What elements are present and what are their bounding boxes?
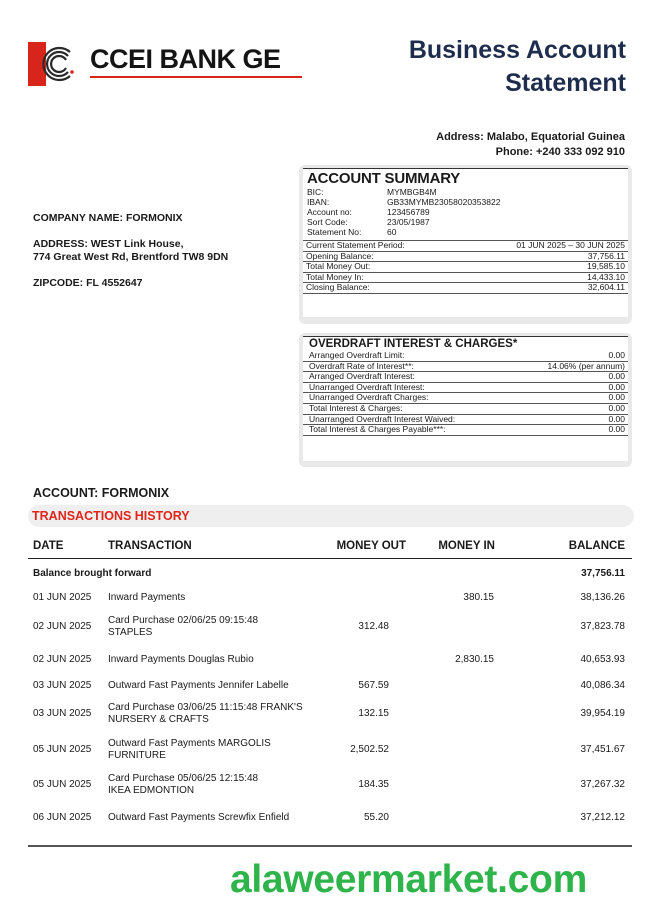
account-summary-title: ACCOUNT SUMMARY	[307, 170, 461, 187]
account-detail-value: 60	[387, 227, 397, 237]
col-header-transaction: TRANSACTION	[108, 540, 192, 552]
tx-money-out: 567.59	[358, 680, 389, 691]
overdraft-row-value: 14.06% (per annum)	[547, 360, 625, 371]
tx-description-line: Outward Fast Payments MARGOLIS	[108, 738, 271, 749]
bank-phone: Phone: +240 333 092 910	[495, 146, 625, 158]
overdraft-row-value: 0.00	[608, 381, 625, 392]
summary-row	[303, 240, 628, 251]
summary-row-label: Current Statement Period:	[306, 240, 405, 250]
overdraft-row-label: Arranged Overdraft Limit:	[309, 350, 405, 360]
overdraft-row	[303, 392, 628, 403]
account-detail-row	[303, 197, 628, 207]
tx-balance: 38,136.26	[580, 592, 625, 603]
summary-row-label: Total Money In:	[306, 271, 364, 282]
bank-name: CCEI BANK GE	[90, 44, 281, 74]
overdraft-row	[303, 382, 628, 393]
account-detail-label: BIC:	[307, 187, 324, 197]
summary-row-value: 14,433.10	[587, 271, 625, 282]
account-detail-row	[303, 227, 628, 237]
transactions-section-bar	[28, 505, 634, 527]
tx-description	[108, 592, 318, 604]
tx-description-line: STAPLES	[108, 627, 153, 638]
col-header-date: DATE	[33, 540, 64, 552]
account-detail-value: 123456789	[387, 207, 430, 217]
overdraft-row	[303, 424, 628, 436]
tx-description-line: Outward Fast Payments Screwfix Enfield	[108, 812, 290, 823]
company-zipcode: ZIPCODE: FL 4552647	[33, 277, 143, 289]
summary-row-value: 19,585.10	[587, 261, 625, 272]
bank-logo-icon	[28, 42, 74, 86]
account-detail-label: Sort Code:	[307, 217, 348, 227]
overdraft-row-label: Total Interest & Charges Payable***:	[309, 424, 446, 435]
account-summary-panel	[299, 165, 632, 324]
overdraft-row-label: Unarranged Overdraft Interest Waived:	[309, 413, 456, 424]
brought-forward-balance: 37,756.11	[581, 568, 625, 579]
overdraft-row-value: 0.00	[608, 350, 625, 360]
overdraft-row	[303, 361, 628, 372]
bank-name-underline	[90, 76, 302, 78]
tx-date: 02 JUN 2025	[33, 654, 92, 665]
summary-row-label: Total Money Out:	[306, 261, 371, 272]
overdraft-row	[303, 371, 628, 382]
summary-row-value: 32,604.11	[587, 282, 625, 293]
company-name: COMPANY NAME: FORMONIX	[33, 212, 183, 224]
company-info	[33, 212, 228, 290]
document-title-line2: Statement	[505, 69, 626, 97]
tx-date: 05 JUN 2025	[33, 744, 92, 755]
header-divider	[28, 558, 632, 559]
tx-money-out: 2,502.52	[350, 744, 389, 755]
account-detail-label: Statement No:	[307, 227, 362, 237]
account-detail-value: 23/05/1987	[387, 217, 430, 227]
tx-description	[108, 773, 318, 797]
tx-date: 03 JUN 2025	[33, 708, 92, 719]
watermark-text: alaweermarket.com	[230, 858, 587, 901]
account-detail-row	[303, 217, 628, 227]
tx-balance: 39,954.19	[580, 708, 625, 719]
tx-date: 06 JUN 2025	[33, 812, 92, 823]
summary-row-label: Opening Balance:	[306, 250, 374, 261]
tx-money-out: 312.48	[358, 621, 389, 632]
tx-money-out: 184.35	[358, 779, 389, 790]
tx-description-line: Card Purchase 02/06/25 09:15:48	[108, 615, 259, 626]
summary-row-label: Closing Balance:	[306, 282, 370, 293]
tx-description	[108, 702, 318, 726]
tx-description-line: Card Purchase 05/06/25 12:15:48	[108, 773, 259, 784]
tx-description	[108, 615, 318, 639]
tx-money-in: 2,830.15	[455, 654, 494, 665]
summary-row	[303, 282, 628, 294]
tx-description-line: IKEA EDMONTION	[108, 785, 195, 796]
tx-balance: 37,212.12	[580, 812, 625, 823]
col-header-balance: BALANCE	[568, 540, 625, 552]
overdraft-row	[303, 351, 628, 361]
overdraft-row-value: 0.00	[608, 424, 625, 435]
tx-description-line: Card Purchase 03/06/25 11:15:48 FRANK'S	[108, 702, 303, 713]
tx-date: 01 JUN 2025	[33, 592, 92, 603]
tx-description-line: FURNITURE	[108, 750, 166, 761]
company-address-line2: 774 Great West Rd, Brentford TW8 9DN	[33, 251, 229, 263]
summary-rows	[303, 240, 628, 294]
brought-forward-label: Balance brought forward	[33, 568, 152, 579]
overdraft-row	[303, 414, 628, 425]
overdraft-title: OVERDRAFT INTEREST & CHARGES*	[309, 338, 518, 350]
overdraft-row-label: Total Interest & Charges:	[309, 402, 403, 413]
summary-row	[303, 261, 628, 272]
tx-balance: 40,653.93	[580, 654, 625, 665]
overdraft-row-value: 0.00	[608, 413, 625, 424]
account-detail-value: MYMBGB4M	[387, 187, 437, 197]
overdraft-row-value: 0.00	[608, 371, 625, 382]
document-title-line1: Business Account	[408, 36, 626, 64]
summary-row-value: 01 JUN 2025 – 30 JUN 2025	[516, 240, 625, 250]
bank-address: Address: Malabo, Equatorial Guinea	[436, 131, 625, 143]
tx-description	[108, 680, 318, 692]
tx-money-in: 380.15	[463, 592, 494, 603]
account-detail-label: IBAN:	[307, 197, 330, 207]
tx-description-line: NURSERY & CRAFTS	[108, 714, 209, 725]
overdraft-row-label: Unarranged Overdraft Charges:	[309, 392, 429, 403]
tx-date: 03 JUN 2025	[33, 680, 92, 691]
col-header-money-out: MONEY OUT	[336, 540, 406, 552]
tx-description-line: Inward Payments	[108, 592, 186, 603]
overdraft-row-value: 0.00	[608, 402, 625, 413]
account-detail-label: Account no:	[307, 207, 352, 217]
tx-balance: 37,451.67	[580, 744, 625, 755]
account-detail-value: GB33MYMB23058020353822	[387, 197, 501, 207]
bank-logo	[28, 40, 328, 90]
tx-date: 02 JUN 2025	[33, 621, 92, 632]
tx-balance: 37,267.32	[580, 779, 625, 790]
account-detail-row	[303, 207, 628, 217]
tx-description	[108, 654, 318, 666]
overdraft-row-value: 0.00	[608, 392, 625, 403]
account-details	[303, 187, 628, 237]
summary-row	[303, 251, 628, 262]
overdraft-row-label: Arranged Overdraft Interest:	[309, 371, 415, 382]
overdraft-row	[303, 403, 628, 414]
footer-divider	[28, 845, 632, 847]
tx-description	[108, 812, 318, 824]
document-title	[409, 34, 626, 100]
company-address-line1: ADDRESS: WEST Link House,	[33, 238, 184, 250]
tx-balance: 37,823.78	[580, 621, 625, 632]
bank-contact	[436, 130, 625, 160]
tx-description-line: Inward Payments Douglas Rubio	[108, 654, 254, 665]
account-label: ACCOUNT: FORMONIX	[33, 486, 170, 500]
tx-description-line: Outward Fast Payments Jennifer Labelle	[108, 680, 289, 691]
summary-row	[303, 272, 628, 283]
overdraft-row-label: Overdraft Rate of Interest**:	[309, 360, 414, 371]
tx-balance: 40,086.34	[580, 680, 625, 691]
summary-row-value: 37,756.11	[587, 250, 625, 261]
overdraft-rows	[303, 351, 628, 436]
account-detail-row	[303, 187, 628, 197]
overdraft-row-label: Unarranged Overdraft Interest:	[309, 381, 425, 392]
overdraft-panel	[299, 333, 632, 467]
tx-date: 05 JUN 2025	[33, 779, 92, 790]
tx-money-out: 132.15	[358, 708, 389, 719]
transactions-section-title: TRANSACTIONS HISTORY	[32, 509, 190, 523]
tx-money-out: 55.20	[363, 812, 389, 823]
col-header-money-in: MONEY IN	[438, 540, 495, 552]
tx-description	[108, 738, 318, 762]
